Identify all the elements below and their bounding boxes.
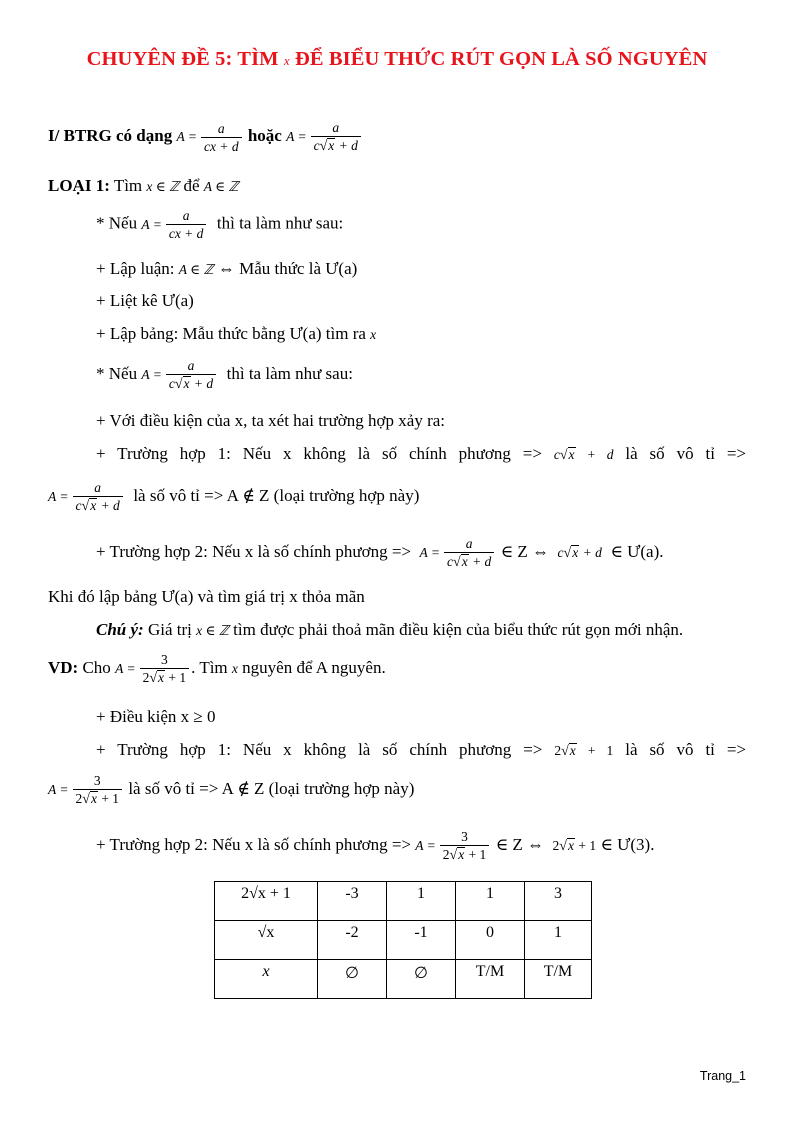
- table-cell: 1: [456, 882, 525, 921]
- table-cell: T/M: [525, 960, 592, 999]
- example-tc2: + Trường hợp 2: Nếu x là số chính phương => A = $\frac{3}{2√x + 1}$ ∈ Z ⇔ 2√x + 1 ∈ Ư(3).: [96, 829, 655, 863]
- case-1-intro: * Nếu A = $\frac{a}{cx + d}$ thì ta làm như sau:: [96, 208, 344, 241]
- example-heading: VD: Cho A = $\frac{3}{2√x + 1}$ . Tìm x nguyên để A nguyên.: [48, 652, 386, 686]
- table-cell: -2: [318, 921, 387, 960]
- case-2-tc2-cont: Khi đó lập bảng Ư(a) và tìm giá trị x thỏa mãn: [48, 587, 365, 606]
- table-cell: ∅: [387, 960, 456, 999]
- table-cell: 1: [387, 882, 456, 921]
- note-line: Chú ý: Giá trị x ∈ ℤ tìm được phải thoả mãn điều kiện của biểu thức rút gọn mới nhận.: [96, 620, 684, 639]
- case-1-step-1: + Lập luận: A ∈ ℤ ⇔ Mẫu thức là Ư(a): [96, 259, 358, 278]
- table-cell: 1: [525, 921, 592, 960]
- table-cell: -1: [387, 921, 456, 960]
- example-condition: + Điều kiện x ≥ 0: [96, 707, 216, 726]
- page-title: CHUYÊN ĐỀ 5: TÌM x ĐỂ BIỂU THỨC RÚT GỌN LÀ SỐ NGUYÊN: [86, 48, 708, 70]
- table-cell: T/M: [456, 960, 525, 999]
- case-2-intro: * Nếu A = $\frac{a}{c√x + d}$ thì ta làm như sau:: [96, 358, 353, 392]
- table-cell: 0: [456, 921, 525, 960]
- case-2-tc1: + Trường hợp 1: Nếu x không là số chính phương => c√x + d là số vô tỉ =>: [96, 444, 746, 463]
- title-variable: x: [283, 53, 290, 68]
- case-1-step-2: + Liệt kê Ư(a): [96, 291, 194, 310]
- table-row: [215, 921, 592, 960]
- table-row-header: √x: [215, 921, 318, 960]
- page-number: Trang_1: [699, 1069, 746, 1083]
- example-tc1: + Trường hợp 1: Nếu x không là số chính phương => 2√x + 1 là số vô tỉ =>: [96, 740, 747, 759]
- formula-a-over-cx-d: A = $\frac{a}{cx + d}$: [176, 121, 243, 154]
- table-cell: ∅: [318, 960, 387, 999]
- loai-1-heading: LOẠI 1: Tìm x ∈ ℤ để A ∈ ℤ: [48, 176, 239, 195]
- table-row-header: 2√x + 1: [215, 882, 318, 921]
- example-tc1-cont: A = $\frac{3}{2√x + 1}$ là số vô tỉ => A ∉ Z (loại trường hợp này): [48, 773, 415, 807]
- case-2-step-1: + Với điều kiện của x, ta xét hai trường hợp xảy ra:: [96, 411, 446, 430]
- table-row: [215, 960, 592, 999]
- case-2-tc2: + Trường hợp 2: Nếu x là số chính phương => A = $\frac{a}{c√x + d}$ ∈ Z ⇔ c√x + d ∈ Ư(a).: [96, 536, 664, 570]
- table-cell: -3: [318, 882, 387, 921]
- case-2-tc1-cont: A = $\frac{a}{c√x + d}$ là số vô tỉ => A ∉ Z (loại trường hợp này): [48, 480, 420, 514]
- formula-a-over-csqrtx-d: A = $\frac{a}{c√x + d}$: [286, 120, 363, 154]
- table-cell: 3: [525, 882, 592, 921]
- table-row: [215, 882, 592, 921]
- table-row-header: x: [215, 960, 318, 999]
- case-1-step-3: + Lập bảng: Mẫu thức bằng Ư(a) tìm ra x: [96, 324, 377, 343]
- section-1-heading: I/ BTRG có dạng A = $\frac{a}{cx + d}$ hoặc A = $\frac{a}{c√x + d}$: [48, 120, 363, 154]
- values-table: [214, 881, 592, 999]
